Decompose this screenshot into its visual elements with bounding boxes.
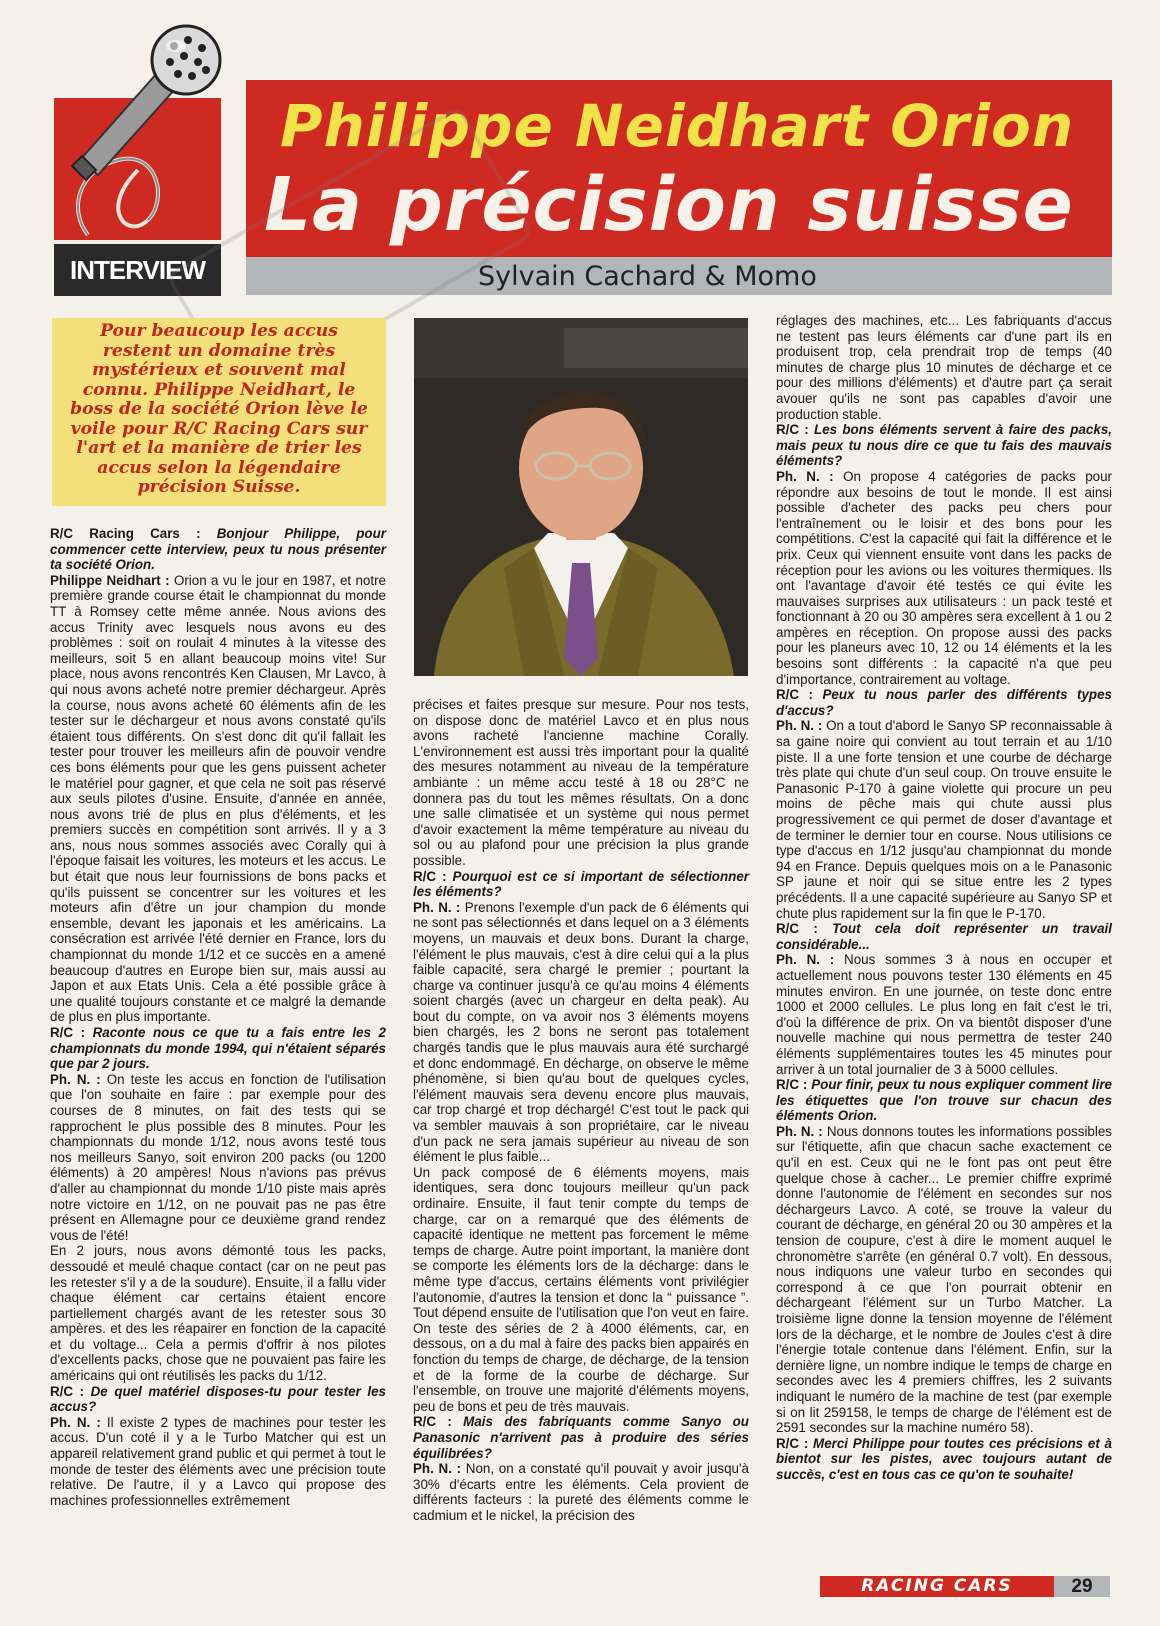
speaker-label: R/C :: [50, 1383, 91, 1399]
interview-question: [50, 526, 386, 573]
section-label: INTERVIEW: [54, 244, 221, 296]
speaker-label: R/C :: [413, 1414, 464, 1430]
microphone-icon: [58, 10, 258, 240]
speaker-label: R/C :: [776, 1077, 812, 1093]
interview-answer: [413, 1461, 749, 1523]
speaker-label: Ph. N. :: [776, 718, 827, 734]
interview-question: [776, 1436, 1112, 1483]
interview-answer: [413, 1165, 749, 1415]
interview-answer: [776, 1124, 1112, 1436]
interview-answer: [50, 1415, 386, 1509]
interview-answer: [413, 697, 749, 869]
interview-question: [776, 422, 1112, 469]
title-line-1: Philippe Neidhart Orion: [280, 92, 1075, 160]
paragraph-text: Mais des fabriquants comme Sanyo ou Panasonic n'arrivent pas à produire des séries équilibrées?: [413, 1414, 749, 1461]
speaker-label: R/C :: [776, 422, 815, 438]
paragraph-text: Nous donnons toutes les informations possibles sur l'étiquette, afin que chacun sache exactement ce qu'il en est. Ceux qui ne le font pas ont peut être quelque chose à cacher... Le premier chiffre exprimé donne l'autonomie de l'élément en secondes sur nos déchargeurs Lavco. A coté, se trouve la valeur du courant de décharge, en général 20 ou 30 ampères et la tension de coupure, c'est à dire le moment auquel le chronomètre s'arrête (en général 0.7 volt). En dessous, nous indiquons une valeur turbo en secondes qui correspond à ce que l'on pourrait obtenir en déchargeant l'élément sur un Turbo Matcher. La troisième ligne donne la tension moyenne de l'élément lors de la décharge, et le nombre de Joules c'est à dire l'énergie totale contenue dans l'élément. Enfin, sur la dernière ligne, un nombre indique le temps de charge en secondes avec les 4 premiers chiffres, les 2 suivants indiquant le numéro de la machine de test (par exemple si on lit 259158, le temps de charge de l'élément est de 2591 secondes sur la machine numéro 58).: [776, 1123, 1113, 1436]
speaker-label: Ph. N. :: [50, 1071, 107, 1087]
interview-question: [776, 921, 1112, 952]
paragraph-text: En 2 jours, nous avons démonté tous les packs, dessoudé et meulé chaque contact (car on ne peut pas les retester s'il y a de la soudure). Ensuite, il a fallu vider chaque élément car certains étaient encore partiellement chargés avant de les retester sous 30 ampères. et des les réapairer en fonction de la capacité et du voltage... Cela a permis d'offrir à nos pilotes d'excellents packs, chose que ne pouvaient pas faire les américains qui ont réutilisés les packs du 1/12.: [50, 1243, 386, 1384]
interview-answer: [776, 313, 1112, 422]
interview-answer: [50, 573, 386, 1025]
interview-question: [50, 1384, 386, 1415]
speaker-label: R/C :: [776, 687, 823, 703]
paragraph-text: précises et faites presque sur mesure. Pour nos tests, on dispose donc de matériel Lavco et en plus nous avons racheté l'ancienne machine Corally. L'environnement est aussi très important pour la qualité des mesures notamment au niveau de la température ambiante : un même accu testé à 18 ou 28°C ne donnera pas du tout les mêmes résultats. On a donc une salle climatisée et un système qui nous permet d'avoir exactement la même température au niveau du sol ou au plafond pour une précision la plus grande possible.: [413, 697, 749, 868]
interview-answer: [413, 900, 749, 1165]
interview-answer: [776, 469, 1112, 687]
title-line-2: La précision suisse: [264, 162, 1074, 248]
interview-answer: [776, 952, 1112, 1077]
paragraph-text: Non, on a constaté qu'il pouvait y avoir jusqu'à 30% d'écarts entre les éléments. Cela provient de différents facteurs : la pureté des éléments comme le cadmium et le nickel, la précision des: [413, 1461, 749, 1523]
paragraph-text: Orion a vu le jour en 1987, et notre première grande course était le championnat du monde TT à Romsey cette même année. Nous avions des accus Trinity avec lesquels nous avons eu des problèmes : soit on roulait 4 minutes à la vitesse des meilleurs, soit 5 en allant beaucoup moins vite! Sur place, nous avons rencontrés Ken Clausen, Mr Lavco, à qui nous avons acheté notre premier déchargeur. Après la course, nous avons acheté 60 éléments afin de les tester sur le déchargeur et nous avons constaté qu'ils étaient tous différents. On s'est donc dit qu'il fallait les tester pour trouver les meilleurs afin de pouvoir vendre ces bons éléments pour que les gens puissent acheter le matériel pour gagner, et que cela ne soit pas réservé aux seuls pilotes d'usine. Ensuite, d'année en année, nous avons trié de plus en plus d'éléments, et les premiers succès en compétition sont arrivés. Il y a 3 ans, nous nous sommes associés avec Corally qui à l'époque faisait les voitures, les moteurs et les accus. Le but était que nous leur fournissions de bons packs et qu'ils puissent se concentrer sur les voitures et les moteurs afin d'être un jour champion du monde ensemble, devant les japonais et les américains. La consécration est arrivée l'été dernier en France, lors du championnat du monde 1/12 et ce succès en a amené beaucoup d'autres en Europe bien sur, mais aussi au Japon et aux Etats Unis. Cela a été possible grâce à une qualité toujours constante et ce malgré la demande de plus en plus importante.: [50, 572, 386, 1025]
paragraph-text: Il existe 2 types de machines pour tester les accus. D'un coté il y a le Turbo Matcher qui est un appareil relativement grand public et qui permet à tout le monde de tester des éléments avec une précision toute relative. De l'autre, il y a Lavco qui propose des machines professionnelles extrêmement: [50, 1414, 386, 1508]
article-column-1: [50, 526, 386, 1508]
portrait-photo: [414, 318, 748, 676]
paragraph-text: Tout cela doit représenter un travail considérable...: [776, 921, 1112, 952]
interview-question: [413, 1414, 749, 1461]
speaker-label: R/C Racing Cars :: [50, 526, 217, 541]
interview-question: [50, 1025, 386, 1072]
paragraph-text: De quel matériel disposes-tu pour tester les accus?: [50, 1383, 386, 1415]
speaker-label: Ph. N. :: [50, 1414, 107, 1430]
magazine-name: RACING CARS: [820, 1576, 1054, 1597]
intro-standfirst: Pour beaucoup les accus restent un domaine très mystérieux et souvent mal connu. Philippe Neidhart, le boss de la société Orion lève le voile pour R/C Racing Cars sur l'art et la manière de trier les accus selon la légendaire précision Suisse.: [52, 318, 386, 506]
speaker-label: R/C :: [776, 921, 833, 937]
paragraph-text: Raconte nous ce que tu a fais entre les 2 championnats du monde 1994, qui n'étaient séparés que par 2 jours.: [50, 1025, 386, 1072]
paragraph-text: Pourquoi est ce si important de sélectionner les éléments?: [413, 868, 749, 900]
paragraph-text: On a tout d'abord le Sanyo SP reconnaissable à sa gaine noire qui convient au tout terrain et au 1/10 piste. Il a une forte tension et une courbe de décharge très plate qui chute d'un seul coup. On trouve ensuite le Panasonic P-170 à gaine violette qui procure un peu moins de pêche mais qui chute aussi plus progressivement ce qui permet de doser d'avantage et de terminer le dernier tour en course. Nous utilisions ce type d'accus en 1/12 jusqu'au championnat du monde 94 en France. Depuis quelques mois on a le Panasonic SP jaune et noir qui se situe entre les 2 types précédents. Il a une capacité supérieure au Sanyo SP et chute plus rapidement sur la fin que le P-170.: [776, 718, 1112, 921]
speaker-label: Ph. N. :: [776, 952, 845, 968]
article-column-3: [776, 313, 1112, 1483]
paragraph-text: On propose 4 catégories de packs pour répondre aux besoins de tout le monde. Il est ainsi possible d'acheter des packs peu chers pour l'entraînement ou le loisir et des bons pour les compétitions. C'est la capacité qui fait la différence et le prix. Ceux qui viennent ensuite vont dans les packs de réception pour les avions ou les voitures thermiques. Ils ont l'avantage d'avoir été testés ce qui évite les mauvaises surprises aux utilisateurs : un pack testé et fonctionnant à 20 ou 30 ampères sera excellent à 1 ou 2 ampères en réception. On propose aussi des packs pour les planeurs avec 10, 12 ou 14 éléments et la les besoins sont différents : la capacité n'a que peu d'importance, contrairement au voltage.: [776, 468, 1113, 687]
paragraph-text: On teste les accus en fonction de l'utilisation que l'on souhaite en faire : par exemple pour des courses de 8 minutes, on fait des tests qui se rapprochent le plus possible des 8 minutes. Pour les championnats du monde 1/12, nous avons testé tous nos meilleurs Sanyo, soit environ 200 packs (ou 1200 éléments) à 20 ampères! Nous n'avions pas prévus d'aller au championnat du monde 1/10 piste mais après notre victoire en 1/12, on ne pouvait pas ne pas être présent en Allemagne pour ce deuxième grand rendez vous de l'été!: [50, 1071, 386, 1243]
speaker-label: Philippe Neidhart :: [50, 572, 174, 588]
interview-question: [413, 869, 749, 900]
page-number: 29: [1054, 1576, 1110, 1597]
paragraph-text: réglages des machines, etc... Les fabriquants d'accus ne testent pas leurs éléments car d'une part ils en produisent trop, cela prendrait trop de temps (40 minutes de charge plus 10 minutes de décharge et ce pour des millions d'éléments) et d'autre part ça serait avouer qu'ils ne sont pas capables d'avoir une production stable.: [776, 313, 1112, 422]
interview-answer: [50, 1072, 386, 1244]
paragraph-text: Un pack composé de 6 éléments moyens, mais identiques, sera donc toujours meilleur qu'un pack ordinaire. Ensuite, il faut tenir compte du temps de charge, car on a remarqué que des éléments de capacité identique ne mettent pas forcement le même temps de charge. Autre point important, la manière dont se comporte les éléments lors de la décharge: dans le même type d'accus, certains éléments vont privilégier l'autonomie, d'autres la tension et donc la “ puissance ”. Tout dépend ensuite de l'utilisation que l'on veut en faire. On teste des séries de 2 à 4000 éléments, car, en dessous, on a du mal à faire des packs bien appairés en fonction du temps de charge, de décharge, de la tension et de la forme de la courbe de décharge. Sur l'ensemble, on trouve une majorité d'éléments moyens, peu de bons et peu de très mauvais.: [413, 1164, 749, 1414]
article-column-2: [413, 697, 749, 1523]
speaker-label: Ph. N. :: [413, 1461, 466, 1477]
interview-question: [776, 687, 1112, 718]
paragraph-text: Nous sommes 3 à nous en occuper et actuellement nous pouvons tester 130 éléments en 45 minutes environ. En une journée, on teste donc entre 1000 et 2000 cellules. Le plus long en fait c'est le tri, d'où la différence de prix. On va bientôt disposer d'une nouvelle machine qui nous permettra de tester 240 éléments supplémentaires toutes les 45 minutes pour arriver à un total journalier de 3 à 5000 cellules.: [776, 952, 1112, 1077]
author-byline: Sylvain Cachard & Momo: [478, 261, 817, 292]
speaker-label: R/C :: [413, 868, 453, 884]
paragraph-text: Bonjour Philippe, pour commencer cette interview, peux tu nous présenter ta société Orion.: [50, 526, 386, 573]
interview-answer: [776, 718, 1112, 921]
speaker-label: R/C :: [50, 1025, 93, 1040]
speaker-label: Ph. N. :: [776, 468, 844, 484]
speaker-label: Ph. N. :: [413, 899, 465, 915]
speaker-label: R/C :: [776, 1435, 814, 1451]
paragraph-text: Peux tu nous parler des différents types d'accus?: [776, 687, 1112, 718]
paragraph-text: Les bons éléments servent à faire des packs, mais peux tu nous dire ce que tu fais des mauvais éléments?: [776, 422, 1112, 469]
speaker-label: Ph. N. :: [776, 1123, 827, 1139]
paragraph-text: Pour finir, peux tu nous expliquer comment lire les étiquettes que l'on trouve sur chacun des éléments Orion.: [776, 1077, 1112, 1124]
interview-question: [776, 1077, 1112, 1124]
interview-answer: [50, 1243, 386, 1383]
paragraph-text: Merci Philippe pour toutes ces précisions et à bientot sur les pistes, avec toujours autant de succès, c'est en tous cas ce qu'on te souhaite!: [776, 1435, 1112, 1482]
paragraph-text: Prenons l'exemple d'un pack de 6 éléments qui ne sont pas sélectionnés et dans lequel on a 3 éléments moyens, un mauvais et deux bons. Durant la charge, l'élément le plus mauvais, c'est à dire celui qui a la plus faible capacité, sera chargé le premier ; pourtant la charge va continuer jusqu'à ce qu'au moins 4 éléments soient chargés (avec un chargeur en delta peak). Au bout du compte, on va avoir nos 3 éléments moyens bien chargés, les 2 bons ne seront pas totalement chargés tandis que le plus mauvais aura été surchargé et donc endommagé. En décharge, on observe le même phénomène, si bien qu'au bout de quelques cycles, l'élément mauvais sera devenu encore plus mauvais, car trop chargé et trop déchargé! C'est tout le pack qui va sembler mauvais à son propriétaire, car le niveau d'un pack ne sera jamais supérieur au niveau de son élément le plus faible...: [413, 899, 749, 1165]
